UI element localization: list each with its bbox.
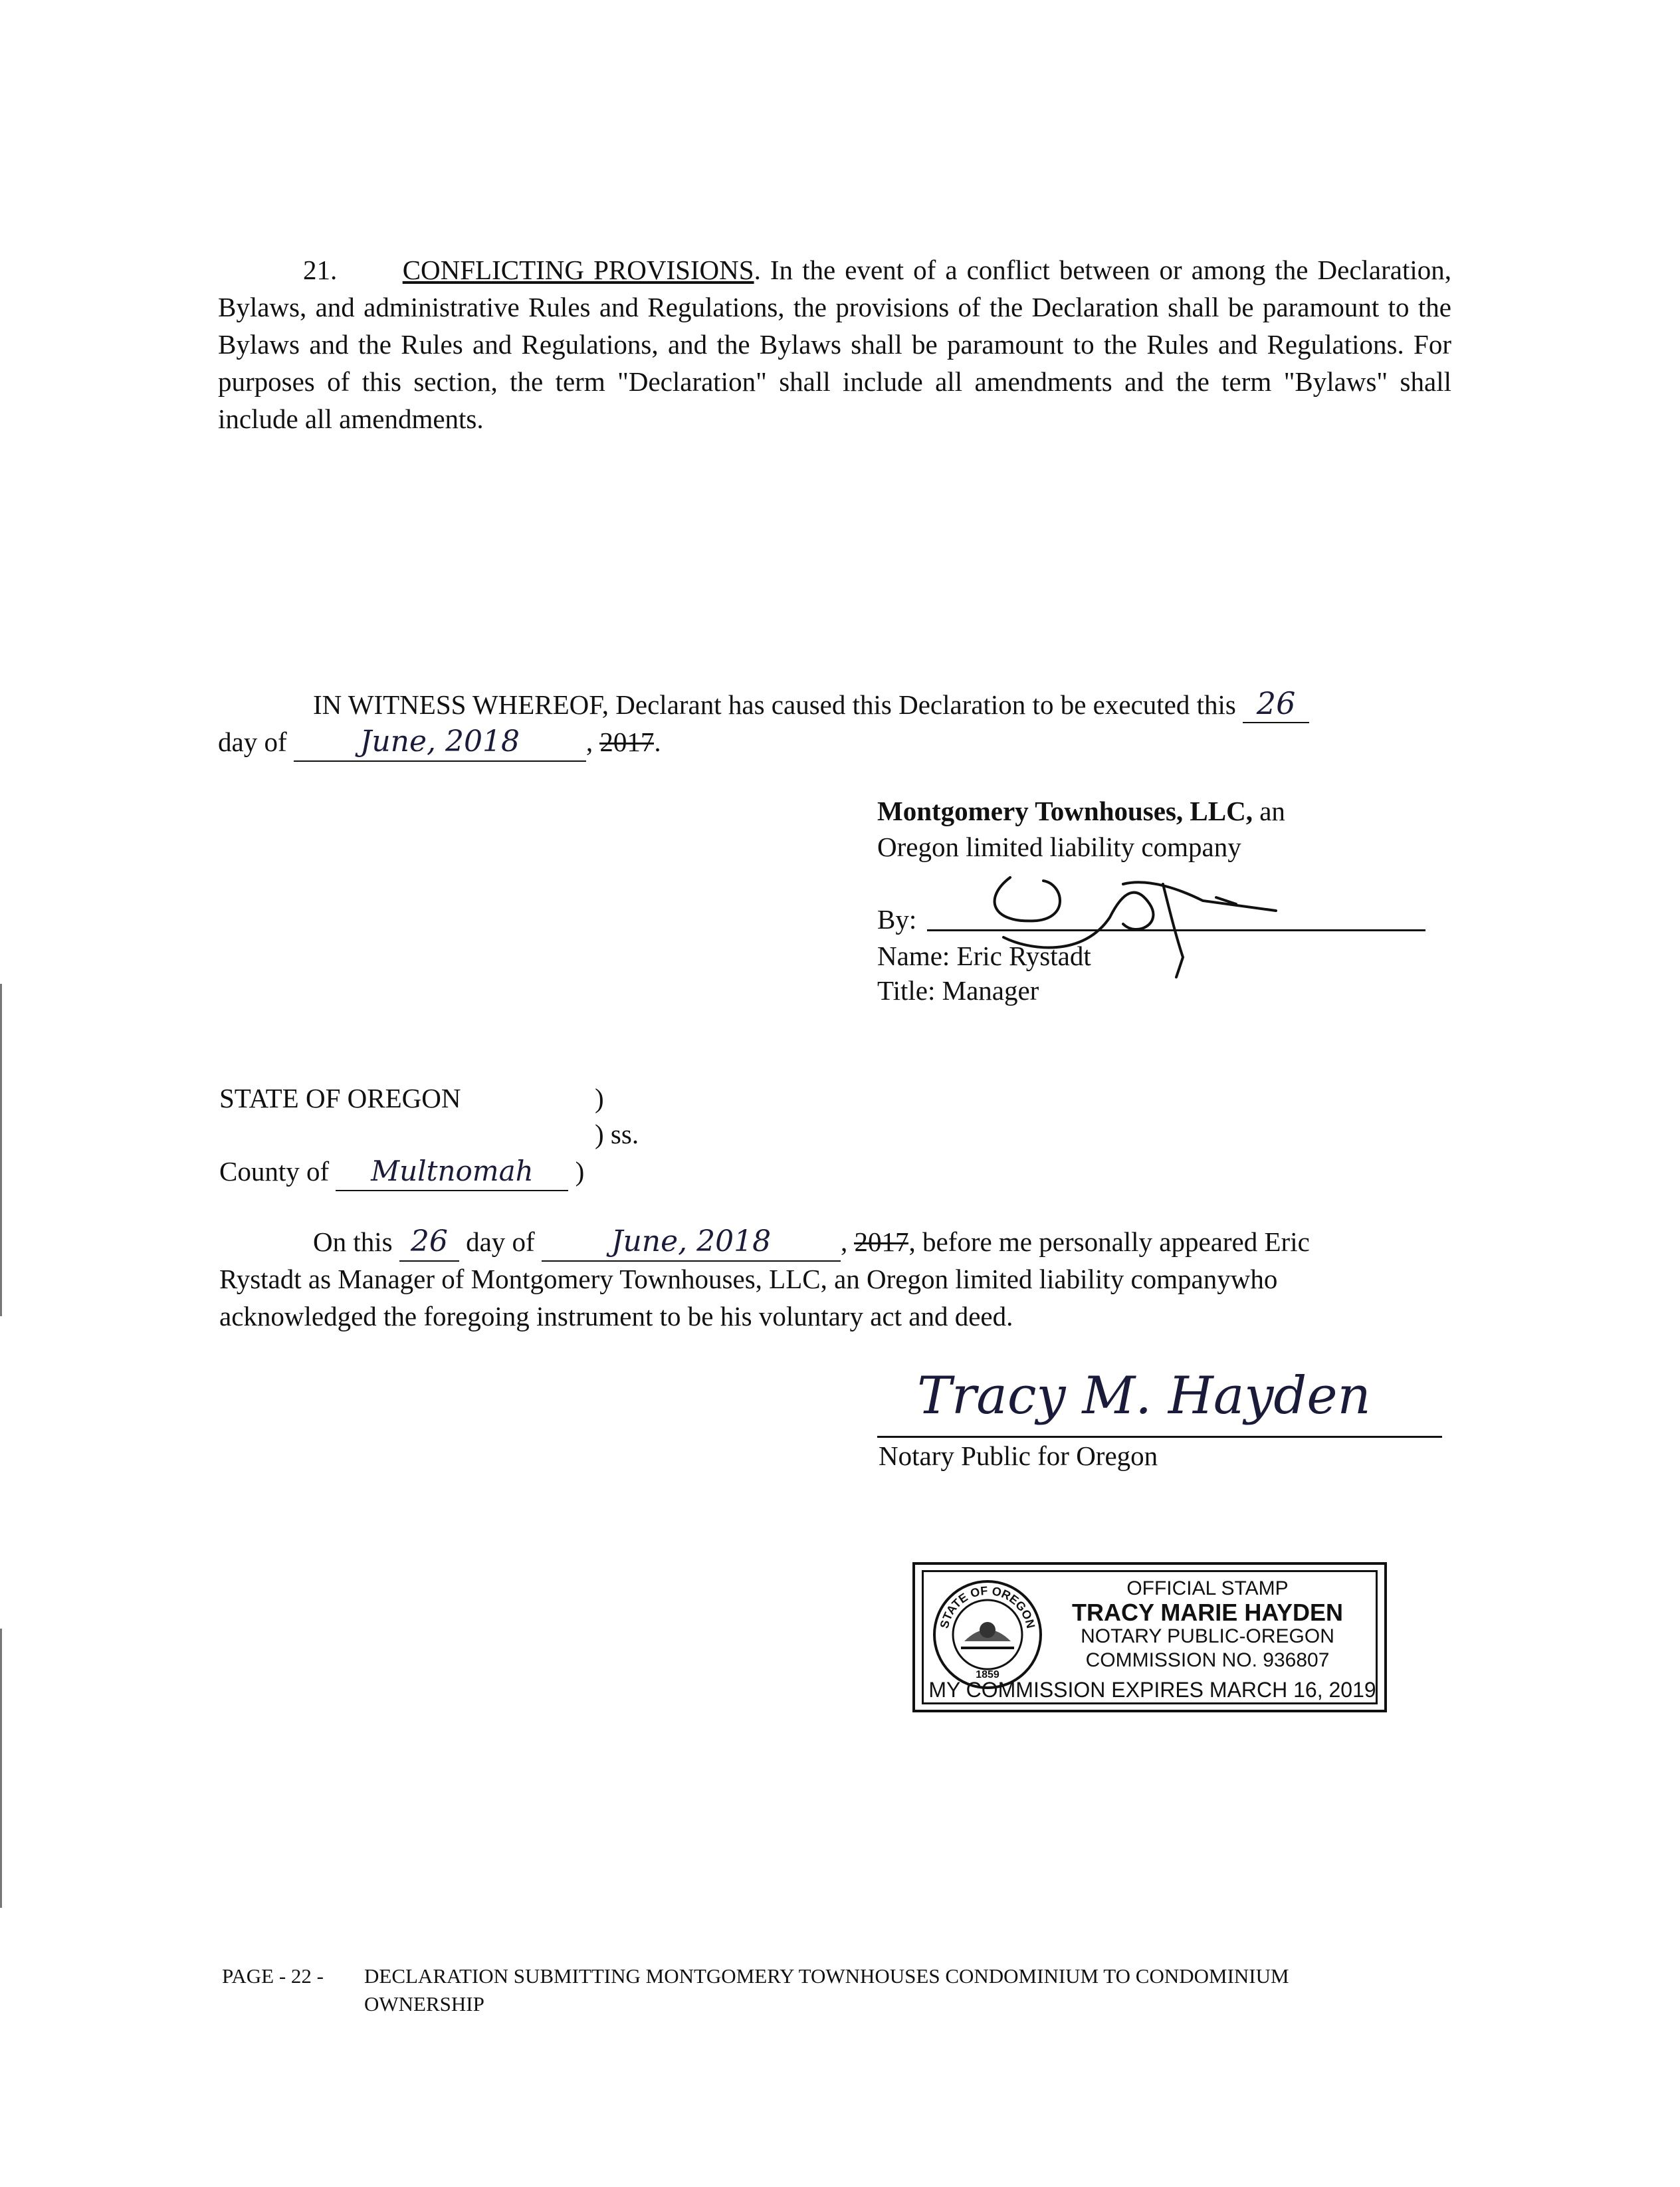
- scan-edge: [0, 984, 2, 1316]
- year-struck-value: 2017: [599, 727, 655, 757]
- page-number: PAGE - 22 -: [222, 1964, 324, 1988]
- stamp-line-3: NOTARY PUBLIC-OREGON: [1081, 1625, 1334, 1647]
- comma: ,: [585, 727, 593, 757]
- company-name: Montgomery Townhouses, LLC,: [877, 796, 1253, 826]
- footer-title: [364, 1962, 1494, 2018]
- notary-signature: [917, 1363, 1371, 1429]
- signer-title: Title: Manager: [877, 975, 1039, 1006]
- ack-year-struck: [854, 1223, 908, 1260]
- venue-ss: [595, 1115, 639, 1153]
- footer-title-line-2: OWNERSHIP: [364, 1992, 484, 2015]
- paren-3: ): [575, 1156, 585, 1187]
- ack-rest-line-1: , before me personally appeared Eric: [908, 1226, 1310, 1257]
- notary-signature-text: Tracy M. Hayden: [917, 1366, 1371, 1426]
- day-of-label: day of: [218, 727, 287, 757]
- ack-day-handwritten: [399, 1223, 459, 1262]
- stamp-line-2: TRACY MARIE HAYDEN: [1071, 1599, 1344, 1626]
- seal-arc-text: STATE OF OREGON: [937, 1583, 1038, 1630]
- ack-date-handwritten: [542, 1223, 841, 1262]
- footer-title-line-1: DECLARATION SUBMITTING MONTGOMERY TOWNHOUSES CONDOMINIUM TO CONDOMINIUM: [364, 1964, 1289, 1988]
- ack-day-of: day of: [466, 1226, 535, 1257]
- signature-title-line: [877, 972, 1039, 1009]
- signature-company: [877, 792, 1285, 830]
- ack-line-1: [313, 1223, 1310, 1262]
- witness-year-struck: [599, 723, 654, 760]
- witness-text: IN WITNESS WHEREOF, Declarant has caused this Declaration to be executed this: [313, 689, 1236, 720]
- official-stamp: [912, 1562, 1387, 1712]
- scan-edge: [0, 1629, 2, 1908]
- stamp-text-block: [1041, 1577, 1374, 1672]
- signature-by-line: [877, 901, 916, 938]
- footer-page-label: [222, 1962, 324, 1990]
- section-text: . In the event of a conflict between or among the Declaration, Bylaws, and administrative Rules and Regulations, the provisions of the Declaration shall be paramount to the Bylaws and the Rules and Regulations, and the Bylaws shall be paramount to the Rules and Regulations. For purposes of this section, the term "Declaration" shall include all amendments and the term "Bylaws" shall include all amendments.: [218, 255, 1452, 434]
- stamp-line-1: OFFICIAL STAMP: [1126, 1577, 1289, 1599]
- section-number: 21.: [303, 255, 338, 285]
- venue-state: [219, 1080, 461, 1117]
- county-handwritten: [336, 1153, 568, 1191]
- venue-county: [219, 1153, 584, 1191]
- ack-year-value: 2017: [854, 1226, 909, 1257]
- on-this-label: On this: [313, 1226, 393, 1257]
- ack-comma: ,: [840, 1226, 848, 1257]
- witness-date-value: June, 2018: [360, 725, 520, 758]
- ack-date-value: June, 2018: [611, 1224, 772, 1258]
- venue-paren-1: [595, 1080, 604, 1117]
- ack-line-3: [219, 1298, 1013, 1335]
- company-type: Oregon limited liability company: [877, 832, 1241, 862]
- witness-line-2: [218, 723, 661, 762]
- paren-1: ): [595, 1083, 604, 1113]
- witness-line-1: [313, 685, 1309, 723]
- stamp-line-4: COMMISSION NO. 936807: [1085, 1649, 1330, 1671]
- county-label: County of: [219, 1156, 330, 1187]
- notary-label: [879, 1437, 1158, 1474]
- state-seal-icon: [931, 1578, 1044, 1691]
- witness-day-value: 26: [1256, 685, 1296, 721]
- ack-line-2: [219, 1260, 1277, 1298]
- ack-line-3-text: acknowledged the foregoing instrument to be his voluntary act and deed.: [219, 1301, 1013, 1331]
- witness-day-handwritten: [1243, 685, 1309, 723]
- ack-line-2-text: Rystadt as Manager of Montgomery Townhouses, LLC, an Oregon limited liability companywho: [219, 1264, 1278, 1294]
- stamp-line-5: MY COMMISSION EXPIRES MARCH 16, 2019: [928, 1678, 1376, 1702]
- signer-name: Name: Eric Rystadt: [877, 941, 1091, 971]
- county-value: Multnomah: [371, 1155, 534, 1187]
- witness-date-handwritten: [294, 723, 586, 762]
- ss-text: ) ss.: [595, 1119, 639, 1149]
- by-label: By:: [877, 904, 917, 935]
- notary-label-text: Notary Public for Oregon: [879, 1440, 1158, 1471]
- section-21-paragraph: [218, 251, 1451, 437]
- venue-state-text: STATE OF OREGON: [219, 1083, 461, 1113]
- company-suffix: an: [1252, 796, 1285, 826]
- section-heading: CONFLICTING PROVISIONS: [402, 255, 754, 285]
- signature-name-line: [877, 937, 1091, 975]
- seal-year: 1859: [976, 1669, 999, 1680]
- ack-day-value: 26: [410, 1224, 448, 1258]
- period: .: [654, 727, 661, 757]
